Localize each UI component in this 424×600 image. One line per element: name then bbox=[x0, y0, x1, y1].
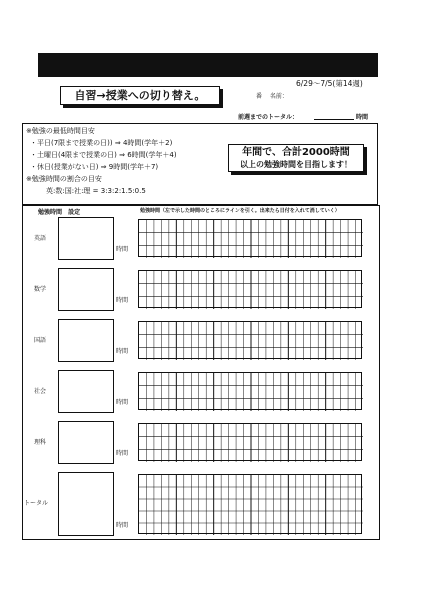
card-title-bar bbox=[38, 53, 378, 77]
target-hours-box[interactable] bbox=[58, 370, 114, 413]
subject-label: 国語 bbox=[34, 337, 47, 344]
goal-line-1: 年間で、合計2000時間 bbox=[242, 147, 350, 158]
hours-unit-label: 時間 bbox=[116, 450, 129, 457]
subject-label: トータル bbox=[24, 500, 49, 507]
target-hours-box[interactable] bbox=[58, 472, 114, 536]
goal-line-2: 以上の勉強時間を目指します！ bbox=[240, 160, 352, 169]
target-hours-box[interactable] bbox=[58, 268, 114, 311]
hours-unit-label: 時間 bbox=[116, 297, 129, 304]
subject-label: 数学 bbox=[34, 286, 47, 293]
hours-unit-label: 時間 bbox=[116, 348, 129, 355]
previous-total-blank[interactable] bbox=[314, 119, 354, 120]
guideline-heading: ※勉強の最低時間目安 bbox=[26, 127, 95, 135]
study-time-grid[interactable] bbox=[138, 423, 362, 461]
subject-label: 社会 bbox=[34, 388, 47, 395]
study-time-grid[interactable] bbox=[138, 219, 362, 257]
week-dates: 6/29〜7/5(第14週) bbox=[296, 79, 363, 88]
guideline-holiday: ・休日(授業がない日) ⇒ 9時間(学年＋7) bbox=[30, 163, 159, 171]
previous-total-unit: 時間 bbox=[356, 114, 369, 121]
study-time-grid[interactable] bbox=[138, 474, 362, 534]
number-name-label: 番 名前： bbox=[256, 93, 288, 100]
time-setting-heading: 勉強時間 設定 bbox=[38, 209, 81, 216]
subject-label: 理科 bbox=[34, 439, 47, 446]
target-hours-box[interactable] bbox=[58, 217, 114, 260]
guideline-weekday: ・平日(7限まで授業の日)) ⇒ 4時間(学年＋2) bbox=[30, 139, 173, 147]
hours-unit-label: 時間 bbox=[116, 399, 129, 406]
previous-total-label: 前週までのトータル： bbox=[238, 114, 299, 121]
subject-label: 英語 bbox=[34, 235, 47, 242]
target-hours-box[interactable] bbox=[58, 421, 114, 464]
target-hours-box[interactable] bbox=[58, 319, 114, 362]
study-time-grid[interactable] bbox=[138, 321, 362, 359]
theme-box: 自習→授業への切り替え。 bbox=[60, 86, 220, 105]
annual-goal-box bbox=[228, 144, 364, 172]
hours-unit-label: 時間 bbox=[116, 246, 129, 253]
study-time-grid[interactable] bbox=[138, 270, 362, 308]
guideline-saturday: ・土曜日(4限まで授業の日) ⇒ 6時間(学年＋4) bbox=[30, 151, 177, 159]
hours-unit-label: 時間 bbox=[116, 522, 129, 529]
study-time-grid[interactable] bbox=[138, 372, 362, 410]
study-time-instructions: 勉強時間（左で示した時間のところにラインを引く。出来たら日付を入れて消していく） bbox=[140, 208, 340, 214]
ratio-values: 英:数:国:社:理 = 3:3:2:1.5:0.5 bbox=[46, 187, 146, 195]
ratio-heading: ※勉強時間の割合の目安 bbox=[26, 175, 102, 183]
